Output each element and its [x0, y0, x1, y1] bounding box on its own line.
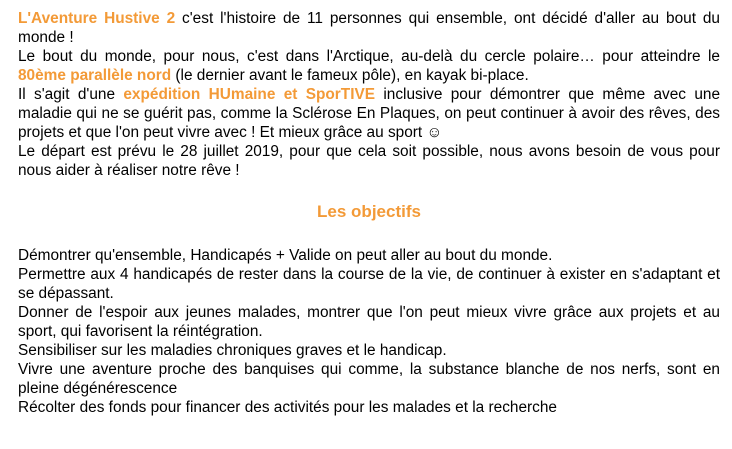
intro-paragraph-3-text-after: inclusive pour démontrer que même avec une maladie qui ne se guérit pas, comme la Sclérose En Plaques, on peut continuer à avoir des rêves, des projets et que l'on peut vivre avec ! Et mieux grâce au sport ☺	[18, 86, 721, 141]
intro-paragraph-1-text: c'est l'histoire de 11 personnes qui ensemble, ont décidé d'aller au bout du monde !	[18, 10, 720, 46]
intro-paragraph-2-text-after: (le dernier avant le fameux pôle), en kayak bi-place.	[171, 67, 529, 84]
objective-item: Démontrer qu'ensemble, Handicapés + Valide on peut aller au bout du monde.	[18, 247, 553, 264]
expedition-highlight: expédition HUmaine et SporTIVE	[123, 86, 376, 103]
objective-item: Donner de l'espoir aux jeunes malades, montrer que l'on peut mieux vivre grâce aux projets et au sport, qui favorisent la réintégration.	[18, 304, 720, 340]
objective-item: Permettre aux 4 handicapés de rester dans la course de la vie, de continuer à exister en s'adaptant et se dépassant.	[18, 266, 720, 302]
document-body	[18, 9, 720, 417]
intro-paragraph-2	[18, 47, 720, 85]
intro-paragraph-3	[18, 85, 720, 142]
intro-paragraph-3-text-before: Il s'agit d'une	[18, 86, 124, 103]
objective-item: Vivre une aventure proche des banquises qui comme, la substance blanche de nos nerfs, sont en pleine dégénérescence	[18, 361, 720, 397]
objectives-heading: Les objectifs	[317, 202, 421, 221]
intro-paragraph-4: Le départ est prévu le 28 juillet 2019, pour que cela soit possible, nous avons besoin de vous pour nous aider à réaliser notre rêve !	[18, 143, 720, 179]
project-name-highlight: L'Aventure Hustive 2	[18, 10, 176, 27]
intro-paragraph-1	[18, 9, 720, 47]
section-spacer	[18, 180, 720, 202]
latitude-highlight: 80ème parallèle nord	[18, 67, 172, 84]
section-spacer	[18, 222, 720, 246]
objective-item: Récolter des fonds pour financer des activités pour les malades et la recherche	[18, 399, 557, 416]
objectives-list	[18, 246, 720, 417]
intro-paragraph-2-text-before: Le bout du monde, pour nous, c'est dans l'Arctique, au-delà du cercle polaire… pour atteindre le	[18, 48, 720, 65]
objective-item: Sensibiliser sur les maladies chroniques graves et le handicap.	[18, 342, 447, 359]
